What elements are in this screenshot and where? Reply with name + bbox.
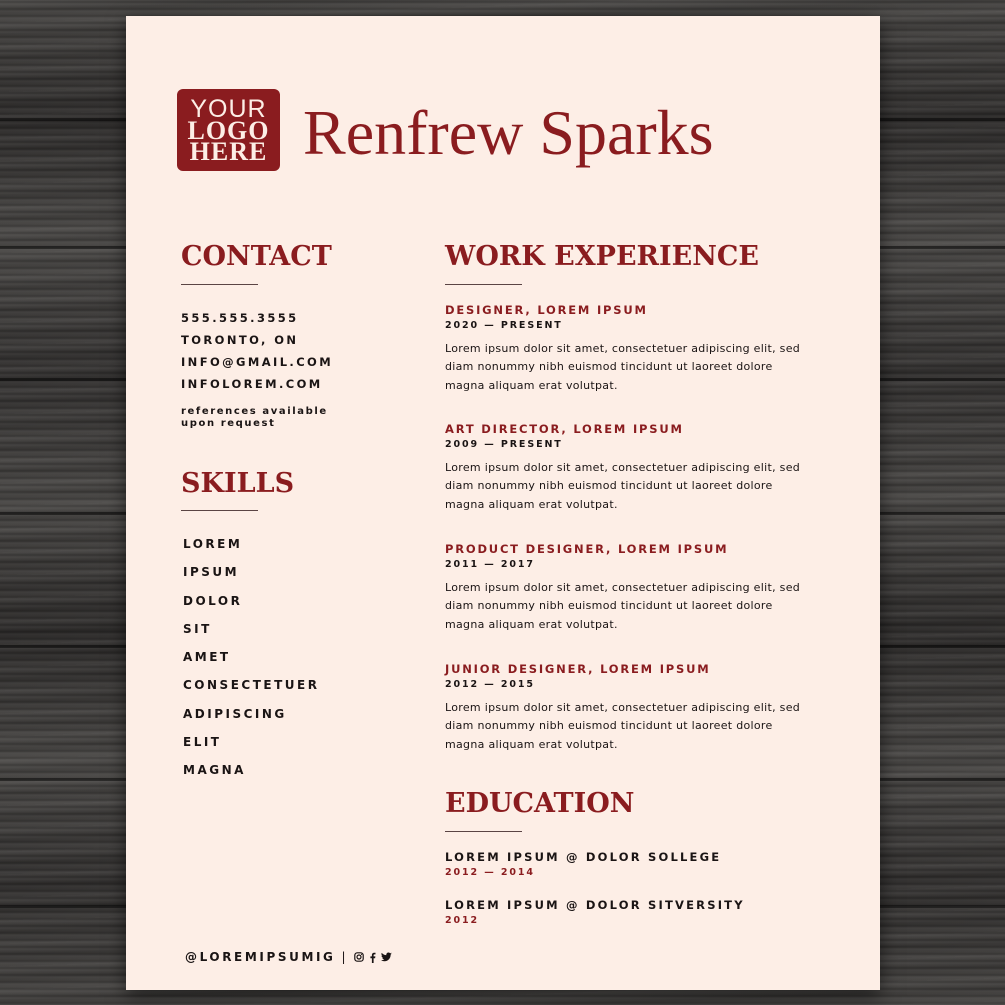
skill-item: IPSUM bbox=[183, 565, 240, 580]
job-title: PRODUCT DESIGNER, LOREM IPSUM bbox=[445, 542, 729, 556]
contact-phone: 555.555.3555 bbox=[181, 311, 299, 325]
job-title: DESIGNER, LOREM IPSUM bbox=[445, 303, 648, 317]
job-dates: 2009 — PRESENT bbox=[445, 439, 563, 450]
job-entry bbox=[445, 662, 805, 754]
education-years: 2012 — 2014 bbox=[445, 867, 535, 878]
logo-line-2: LOGO bbox=[187, 115, 270, 145]
job-title: JUNIOR DESIGNER, LOREM IPSUM bbox=[445, 662, 711, 676]
skill-item: ADIPISCING bbox=[183, 706, 287, 721]
education-heading: EDUCATION bbox=[445, 788, 635, 819]
contact-heading: CONTACT bbox=[181, 241, 332, 272]
twitter-icon bbox=[381, 952, 392, 962]
work-experience-divider bbox=[445, 284, 522, 285]
job-entry bbox=[445, 303, 805, 395]
logo-placeholder bbox=[177, 89, 280, 171]
education-entry bbox=[445, 850, 721, 879]
job-dates: 2012 — 2015 bbox=[445, 679, 535, 690]
footer-separator: | bbox=[341, 950, 346, 964]
job-title: ART DIRECTOR, LOREM IPSUM bbox=[445, 422, 684, 436]
facebook-icon bbox=[369, 952, 376, 963]
job-dates: 2020 — PRESENT bbox=[445, 320, 563, 331]
social-footer bbox=[185, 950, 397, 964]
skills-heading: SKILLS bbox=[181, 468, 295, 499]
logo-line-1: YOUR bbox=[190, 94, 267, 123]
contact-location: TORONTO, ON bbox=[181, 333, 299, 347]
skills-divider bbox=[181, 510, 258, 511]
contact-website: INFOLOREM.COM bbox=[181, 377, 323, 391]
contact-email: INFO@GMAIL.COM bbox=[181, 355, 334, 369]
job-entry bbox=[445, 422, 805, 514]
education-divider bbox=[445, 831, 522, 832]
work-experience-heading: WORK EXPERIENCE bbox=[445, 241, 759, 272]
education-entry bbox=[445, 898, 745, 927]
references-note bbox=[181, 406, 328, 430]
skill-item: DOLOR bbox=[183, 593, 243, 608]
education-school: LOREM IPSUM @ DOLOR SOLLEGE bbox=[445, 850, 722, 864]
instagram-icon bbox=[354, 952, 364, 962]
logo-line-3: HERE bbox=[189, 136, 268, 166]
references-line-1: references available bbox=[181, 406, 328, 417]
job-dates: 2011 — 2017 bbox=[445, 559, 535, 570]
resume-page bbox=[126, 16, 880, 990]
skill-item: ELIT bbox=[183, 735, 222, 750]
education-years: 2012 bbox=[445, 915, 480, 926]
education-school: LOREM IPSUM @ DOLOR SITVERSITY bbox=[445, 898, 745, 912]
job-description: Lorem ipsum dolor sit amet, consectetuer adipiscing elit, sed diam nonummy nibh euismod tincidunt ut laoreet dolore magna aliquam erat volutpat. bbox=[445, 461, 801, 511]
job-description: Lorem ipsum dolor sit amet, consectetuer adipiscing elit, sed diam nonummy nibh euismod tincidunt ut laoreet dolore magna aliquam erat volutpat. bbox=[445, 701, 801, 751]
contact-divider bbox=[181, 284, 258, 285]
candidate-name: Renfrew Sparks bbox=[303, 97, 714, 168]
skill-item: SIT bbox=[183, 621, 212, 636]
skill-item: LOREM bbox=[183, 537, 243, 551]
skill-item: CONSECTETUER bbox=[183, 678, 320, 693]
job-entry bbox=[445, 542, 805, 634]
job-description: Lorem ipsum dolor sit amet, consectetuer adipiscing elit, sed diam nonummy nibh euismod tincidunt ut laoreet dolore magna aliquam erat volutpat. bbox=[445, 342, 801, 392]
skills-list bbox=[183, 536, 319, 791]
skill-item: AMET bbox=[183, 650, 231, 665]
skill-item: MAGNA bbox=[183, 763, 246, 778]
job-description: Lorem ipsum dolor sit amet, consectetuer adipiscing elit, sed diam nonummy nibh euismod tincidunt ut laoreet dolore magna aliquam erat volutpat. bbox=[445, 581, 801, 631]
social-handle: @LOREMIPSUMIG bbox=[185, 950, 336, 964]
references-line-2: upon request bbox=[181, 418, 276, 429]
